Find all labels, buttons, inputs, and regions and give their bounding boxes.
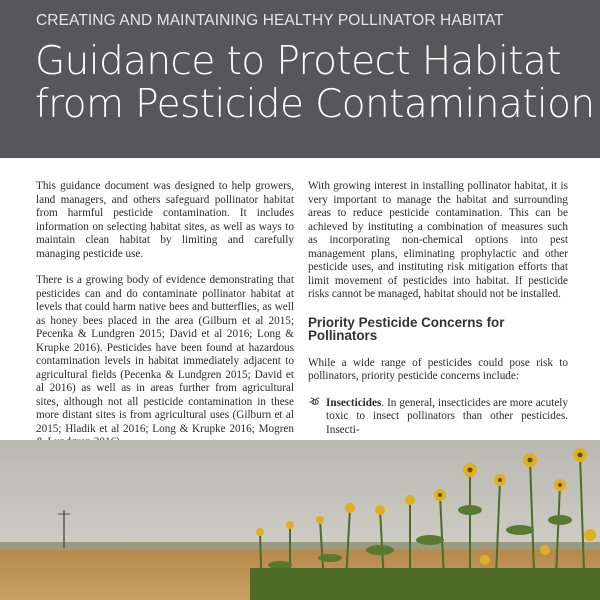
field-photo [0,440,600,600]
title-line-2: from Pesticide Contamination [35,82,595,127]
right-column [308,180,568,450]
habitat-paragraph: With growing interest in installing pollinator habitat, it is very important to manage the habitat and surrounding areas to reduce pesticide contamination. This can be achieved by instituting a combination of measures such as incorporating non-chemical options into pest management plans, eliminating prophylactic and other pesticide uses, and instituting risk mitigation efforts that limit movement of pesticides into habitat. If pesticide risks cannot be managed, habitat should not be installed. [308,180,568,300]
bullet-text: . In general, insecticides are more acutely toxic to insect pollinators than other pesticides. Insecti- [326,396,568,436]
page-title [35,40,595,126]
header-banner [0,0,600,158]
bullet-term: Insecticides [326,396,382,409]
bee-bullet-icon [308,397,321,412]
insecticides-bullet [308,397,568,438]
left-column [36,180,294,463]
title-line-1: Guidance to Protect Habitat [35,39,561,84]
sunflower-field-image [0,440,600,600]
section-heading: Priority Pesticide Concerns for Pollinators [308,314,505,343]
concerns-intro-paragraph: While a wide range of pesticides could pose risk to pollinators, priority pesticide concerns include: [308,356,568,382]
evidence-paragraph: There is a growing body of evidence demonstrating that pesticides can and do contaminate pollinator habitat at levels that could harm native bees and butterflies, as well as honey bees placed in the area (Gilburn et al 2015; Pecenka & Lundgren 2015; David et al 2016; Long & Krupke 2016). Pesticides have been found at hazardous contamination levels in habitat immediately adjacent to agricultural fields (Pecenka & Lundgren 2015; David et al 2016) as well as in areas further from agricultural sites, although not all pesticide contamination in these more distant sites is from agricultural uses (Gilburn et al 2015; Hladik et al 2016; Long & Krupke 2016; Mogren [36,274,294,435]
header-kicker: CREATING AND MAINTAINING HEALTHY POLLINATOR HABITAT [36,12,504,29]
intro-paragraph: This guidance document was designed to help growers, land managers, and others safeguard pollinator habitat from harmful pesticide contamination. It includes information on selecting habitat sites, as well as ways to maintain clean habitat by limiting and carefully managing pesticide use. [36,180,294,260]
